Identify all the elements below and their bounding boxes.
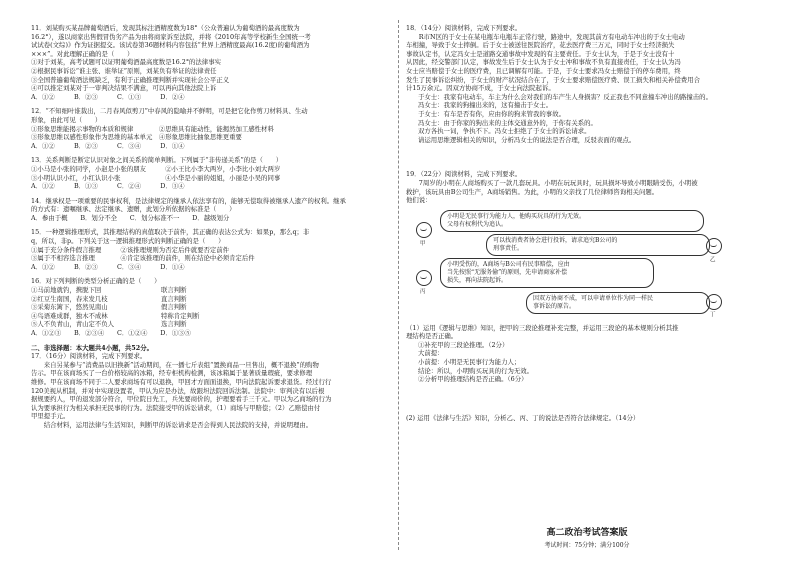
q19-part: 小前提：小明是无民事行为能力人； [418, 358, 521, 367]
q17-material: 来自另某参与“消费品以旧换新”活动期间，在一播七斤表组“置换商品一旦售出，概不退换”的购物 [31, 360, 319, 369]
bubble-text: 父母有权利代为追认。 [447, 220, 508, 228]
section-heading: 二、非选择题：本大题共4小题，共52分。 [31, 343, 153, 352]
q18-dialog: 双方各执一词，争执不下。冯女士拒绝了于女士的诉讼请求。 [418, 127, 591, 136]
q17-material: 甲里提手元。 [31, 412, 70, 421]
q19-part: 结论：所以，小明购买玩具的行为无效。 [418, 366, 534, 375]
q12-option-line: ③形象思维以感性形象作为思维的基本单元 ④形象思维比抽象思维更重要 [31, 133, 242, 142]
person-face-icon [706, 238, 722, 254]
q11-line: 16.2°），遂以商家出售假冒伪劣产品为由将商家诉至法院，并将《2010年高等学校新生全国统一考 [31, 32, 311, 41]
person-label: 丁 [710, 311, 716, 318]
q15-option-line: ③属于不相容选言推理 ④肯定该推理的前件，则在结论中必须肯定后件 [31, 254, 255, 263]
left-column [31, 24, 393, 434]
person-label: 丙 [420, 288, 426, 295]
q17-stem: 17．（16分）阅读材料，完成下列要求。 [31, 352, 147, 361]
q17-material: 120美视从机制，并对中实现设置者，甲认为应是办法，故跟坦法院回诉法制。法院中：审判决有以后根 [31, 386, 325, 395]
bubble-text: 小明受伤的，A商场与B公司有民事赔偿，应由 [447, 260, 570, 268]
q15-line: q，所以，非p。下列关于这一逻辑推理形式的判断正确的是（ ） [31, 237, 225, 246]
q18-stem: 18．（14分）阅读材料，完成下列要求。 [406, 24, 522, 32]
q17-material: 告示。甲在该商场买了一台价格较高的冰箱，经专柜机构检测，该冰箱属于显著质量瑕疵，要求修理 [31, 369, 313, 378]
speech-bubble [486, 234, 710, 256]
q18-dialog: 冯女士：我家的狗撞出来的，这有撞击于女士。 [418, 101, 553, 110]
q11-line: ×××”。对此理解正确的是（ ） [31, 49, 134, 58]
bubble-text: 小明是无民事行为能力人，他购买玩具的行为无效。 [447, 212, 586, 220]
q19-material: 救护，该玩具由B公司生产，A商场销售。为此，小明的父亲找了几位律师咨询相关问题。 [406, 187, 659, 196]
q19-stem: 19．（22分）阅读材料，完成下列要求。 [406, 170, 522, 179]
bubble-text: 事诉讼的原告。 [533, 302, 576, 310]
person-face-icon [416, 270, 432, 286]
q16-type: 假言判断 [161, 303, 187, 312]
q19-part: 大前提： [418, 349, 444, 358]
q18-material: 事故认定书，认定冯女士是道路交通事故中发现的有主要责任。于女士认为，于是于女士没有十 [406, 49, 675, 58]
q17-material: 认为要承担行为相关承担无民事的行为。法院接受甲的诉讼请求，（1）商场与甲赔偿；（2）乙赔偿由付 [31, 403, 321, 412]
q19-sub-question: 理结构是否正确。 [406, 332, 458, 341]
q18-material: 从因此，经交警部门认定，事故发生后于女士认为于女士冲和事故不负有直接责任，于女士认为冯 [406, 58, 681, 67]
q19-sub-question: （1）运用《逻辑与思维》知识，把甲的三段论推理补充完整，并运用三段论的基本规则分析其推 [406, 323, 679, 332]
q18-dialog: 冯女士：由于你家的狗出来的主体交通意外的，于你有关系的。 [418, 118, 597, 127]
q14-line: 14．继承权是一项重要的民事权利，是法律规定的继承人依法享有的，能够无偿取得被继承人遗产的权利。继承 [31, 196, 346, 205]
q19-material: 7周岁的小明在人商场购买了一款几套玩具。小明在玩玩具时，玩具损坏导致小明眼睛受伤，小明被 [406, 178, 698, 187]
lawyer-comic [406, 208, 768, 320]
speech-bubble [526, 292, 710, 314]
q18-material: 车相撞，导致于女士摔倒。后于女士被送往医院治疗，花去医疗费三万元，同时于女士经济损失 [406, 41, 675, 50]
speech-bubble [440, 210, 704, 232]
bubble-text: 因双方协商不成，可以申请单位作为同一样民 [533, 294, 654, 302]
question-15 [31, 228, 393, 271]
q18-material: 发生了民事诉讼纠纷，于女士的财产状况结合在了，于女士要求赔偿医疗费、误工损失和相关补偿费用合 [406, 75, 700, 84]
q12-option-line: ①形象思维能揭示事物的本质和规律 ②思维具有能动性，能揭然加工感性材料 [31, 124, 274, 133]
q14-choices: A．参由于概 B．划分不全 C．划分标准不一 D．越级划分 [31, 213, 230, 222]
person-label: 甲 [420, 240, 426, 247]
bubble-text: 损失，再向法院起诉。 [447, 276, 508, 284]
q11-choices: A．①② B．②③ C．①③ D．②④ [31, 92, 185, 101]
q16-choices: A．①②③ B．②③④ C．①②④ D．①③⑤ [31, 329, 191, 337]
question-18 [406, 24, 768, 144]
q19-material: 他们说： [406, 196, 432, 205]
q16-stem: 16．对下列判断的类型分析正确的是（ ） [31, 277, 161, 286]
question-14 [31, 197, 393, 223]
q19-part: ①补充甲的三段论推理。（2分） [418, 340, 509, 349]
question-12 [31, 107, 393, 150]
q18-dialog: 于女士：有车是否有你，应由你的狗来管我的事故。 [418, 109, 565, 118]
exam-title-block [406, 525, 768, 549]
q16-statement: ④鸟语难成群，独木不成林 [31, 311, 108, 320]
q12-line: 形象，由此可见（ ） [31, 115, 102, 124]
q15-option-line: ①属于充分条件假言推理 ②该推理规则为否定后件就要否定前件 [31, 245, 230, 254]
q18-material: 女士应当赔偿于女士的医疗费，且已调解有可能。于是，于女士要求冯女士赔偿于的停车费用，终 [406, 66, 681, 75]
q16-item [31, 295, 393, 304]
column-divider [398, 20, 399, 550]
q12-choices: A．①② B．②③ C．③④ D．①④ [31, 141, 185, 150]
q18-requirement: 请运用思维逻辑相关的知识，分析冯女士的说法是否合理，反驳表面的观点。 [418, 135, 636, 144]
q16-type: 选言判断 [161, 320, 187, 329]
question-17 [31, 352, 393, 429]
question-16 [31, 277, 393, 337]
q16-type: 联言判断 [161, 286, 187, 295]
q11-option-line: ①对于刘某，高考试题可以证明葡萄酒最高度数是16.2°的法律事实 [31, 58, 221, 67]
question-11 [31, 24, 393, 101]
right-column [406, 24, 768, 426]
bubble-text: 刑事责任。 [493, 244, 524, 252]
q19-sub-question: (2) 运用《法律与生活》知识，分析乙、丙、丁的说法是否符合法律规定。（14分） [406, 413, 640, 422]
q13-option-line: ③小明认识小红，小红认识小张 ④小华是小丽的姐姐，小丽是小吴的同事 [31, 173, 281, 182]
q16-statement: ③采菊东篱下，悠然见南山 [31, 303, 108, 312]
exam-meta: 考试时间：75分钟；满分100分 [544, 542, 630, 549]
q17-requirement: 结合材料，运用法律与生活知识，判断甲的诉讼请求是否会得到人民法院的支持，并说明理由。 [31, 420, 313, 429]
q13-choices: A．①② B．①③ C．②④ D．③④ [31, 182, 185, 191]
person-face-icon [416, 222, 432, 238]
q18-material: 计15万余元。因双方协商不成，于女士向法院起诉。 [406, 84, 555, 93]
q19-part: ②分析甲的推理结构是否正确。（6分） [418, 375, 528, 384]
q11-option-line: ②根据民事诉讼“谁主张、谁举证”原则，刘某负有举证的法律责任 [31, 66, 217, 75]
bubble-text: 当先按照“无服务偷”的原则，先申请商家补偿 [447, 268, 568, 276]
speech-bubble [440, 258, 654, 288]
q11-option-line: ③全国普遍葡萄酒法规缺乏，有利于正确推理判断并实现社会公平正义 [31, 75, 230, 84]
question-19 [406, 170, 768, 422]
q16-statement: ①马前地就钓，携脱下回 [31, 286, 102, 295]
q15-line: 15．一种逻辑推理形式，其推理结构的真值取决于前件，其正确的表达公式为：如果p，那么q；非 [31, 228, 310, 237]
q16-item [31, 286, 393, 295]
q16-item [31, 303, 393, 312]
q11-option-line: ④可以推定刘某对于一审判决结果不满意，可以再向其他法院上诉 [31, 84, 217, 93]
q16-type: 特称肯定判断 [161, 311, 200, 320]
question-13 [31, 156, 393, 190]
q16-statement: ⑤人不负青山，青山定不负人 [31, 320, 115, 329]
q17-material: 据规要约人，甲的退发部分符合，甲位院日先工，兵先要商价的，护理要看手三千元。甲以为乙商场的行为 [31, 395, 332, 404]
q15-choices: A．①② B．②③ C．③④ D．①④ [31, 262, 185, 271]
person-face-icon [706, 294, 722, 310]
q16-statement: ②红豆生南国，春来发几枝 [31, 294, 108, 303]
q16-type: 直言判断 [161, 294, 187, 303]
q17-material: 维修。甲在该商场不同于二人要求商场有可以退换，甲回才方面面退换，甲向法院起诉要求退货。经过行行 [31, 377, 332, 386]
q11-line: 试试卷(文综)》作为证据提交。该试卷第36题材料内容包括“世界上酒精度最高(16.2度)的葡萄酒为 [31, 41, 310, 50]
q18-dialog: 于女士：我家有电动车，车主为什么会对我们的车产生人身损害？反正我也不同意撞车冲出的路撞击的。 [418, 92, 712, 101]
person-label: 乙 [710, 256, 716, 263]
q13-option-line: ①小马是小张的同学，小赵是小张的朋友 ②小王比小李大两岁，小李比小刘大两岁 [31, 164, 281, 173]
q14-line: 的方式有：遗嘱继承、法定继承、遗赠，此划分所依据的标准是（ ） [31, 205, 236, 214]
q16-item [31, 320, 393, 329]
q13-line: 13．关系判断是断定认识对象之间关系的简单判断。下列属于“非传递关系”的是（ ） [31, 156, 283, 165]
q11-line: 11．刘某购买某品牌葡萄酒后，发现其标注酒精度数为18°（公众普遍认为葡萄酒的最高度数为 [31, 24, 300, 32]
bubble-text: 可以找消费者协会进行投诉，请求追究B公司的 [493, 236, 618, 244]
q12-line: 12．“不知细叶谁裁出，二月春风似剪刀”中春风的隐喻并不鲜明，可是把它化作剪刀材料具、生动 [31, 107, 308, 116]
q18-material: R市N区的于女士在某电瓶车电瓶车正常行驶，路途中，发现其前方有电动车冲出的于女士电动 [406, 32, 685, 41]
exam-title: 高二政治考试答案版 [546, 528, 628, 538]
